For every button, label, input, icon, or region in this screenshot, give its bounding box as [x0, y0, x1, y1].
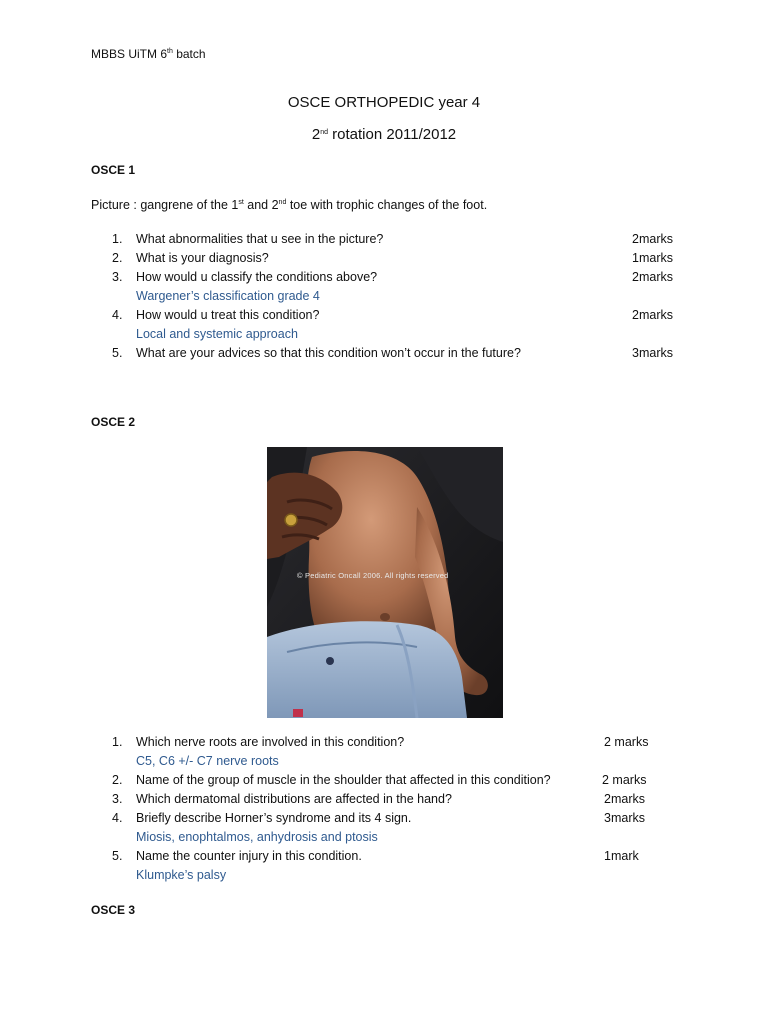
clinical-photo — [267, 447, 503, 718]
osce1-marks-4: 2marks — [632, 308, 673, 322]
osce1-heading: OSCE 1 — [91, 163, 136, 177]
header-note: MBBS UiTM 6th batch — [91, 47, 206, 61]
osce2-question-4: 4. Briefly describe Horner’s syndrome and its 4 sign. — [112, 811, 412, 825]
osce1-question-5: 5. What are your advices so that this condition won’t occur in the future? — [112, 346, 521, 360]
osce2-marks-1: 2 marks — [604, 735, 649, 749]
osce1-marks-2: 1marks — [632, 251, 673, 265]
osce1-question-3: 3. How would u classify the conditions above? — [112, 270, 378, 284]
osce2-answer-5: Klumpke’s palsy — [136, 868, 227, 882]
osce1-marks-5: 3marks — [632, 346, 673, 360]
osce2-question-3: 3. Which dermatomal distributions are affected in the hand? — [112, 792, 452, 806]
osce1-marks-3: 2marks — [632, 270, 673, 284]
osce2-marks-5: 1mark — [604, 849, 639, 863]
photo-watermark: © Pediatric Oncall 2006. All rights reserved — [297, 571, 449, 580]
osce2-question-2: 2. Name of the group of muscle in the shoulder that affected in this condition? — [112, 773, 551, 787]
osce1-question-2: 2. What is your diagnosis? — [112, 251, 269, 265]
osce2-marks-4: 3marks — [604, 811, 645, 825]
document-subtitle: 2nd rotation 2011/2012 — [311, 126, 457, 143]
osce2-question-5: 5. Name the counter injury in this condition. — [112, 849, 362, 863]
osce2-answer-4: Miosis, enophtalmos, anhydrosis and ptosis — [136, 830, 378, 844]
osce1-answer-4: Local and systemic approach — [136, 327, 298, 341]
osce2-heading: OSCE 2 — [91, 415, 136, 429]
osce3-heading: OSCE 3 — [91, 903, 136, 917]
osce1-answer-3: Wargener’s classification grade 4 — [136, 289, 320, 303]
osce2-marks-3: 2marks — [604, 792, 645, 806]
osce2-question-1: 1. Which nerve roots are involved in this condition? — [112, 735, 405, 749]
osce1-marks-1: 2marks — [632, 232, 673, 246]
document-title: OSCE ORTHOPEDIC year 4 — [287, 94, 481, 111]
osce1-question-4: 4. How would u treat this condition? — [112, 308, 320, 322]
osce2-answer-1: C5, C6 +/- C7 nerve roots — [136, 754, 279, 768]
osce2-marks-2: 2 marks — [602, 773, 647, 787]
osce1-question-1: 1. What abnormalities that u see in the picture? — [112, 232, 384, 246]
osce1-intro: Picture : gangrene of the 1st and 2nd toe with trophic changes of the foot. — [91, 198, 488, 212]
